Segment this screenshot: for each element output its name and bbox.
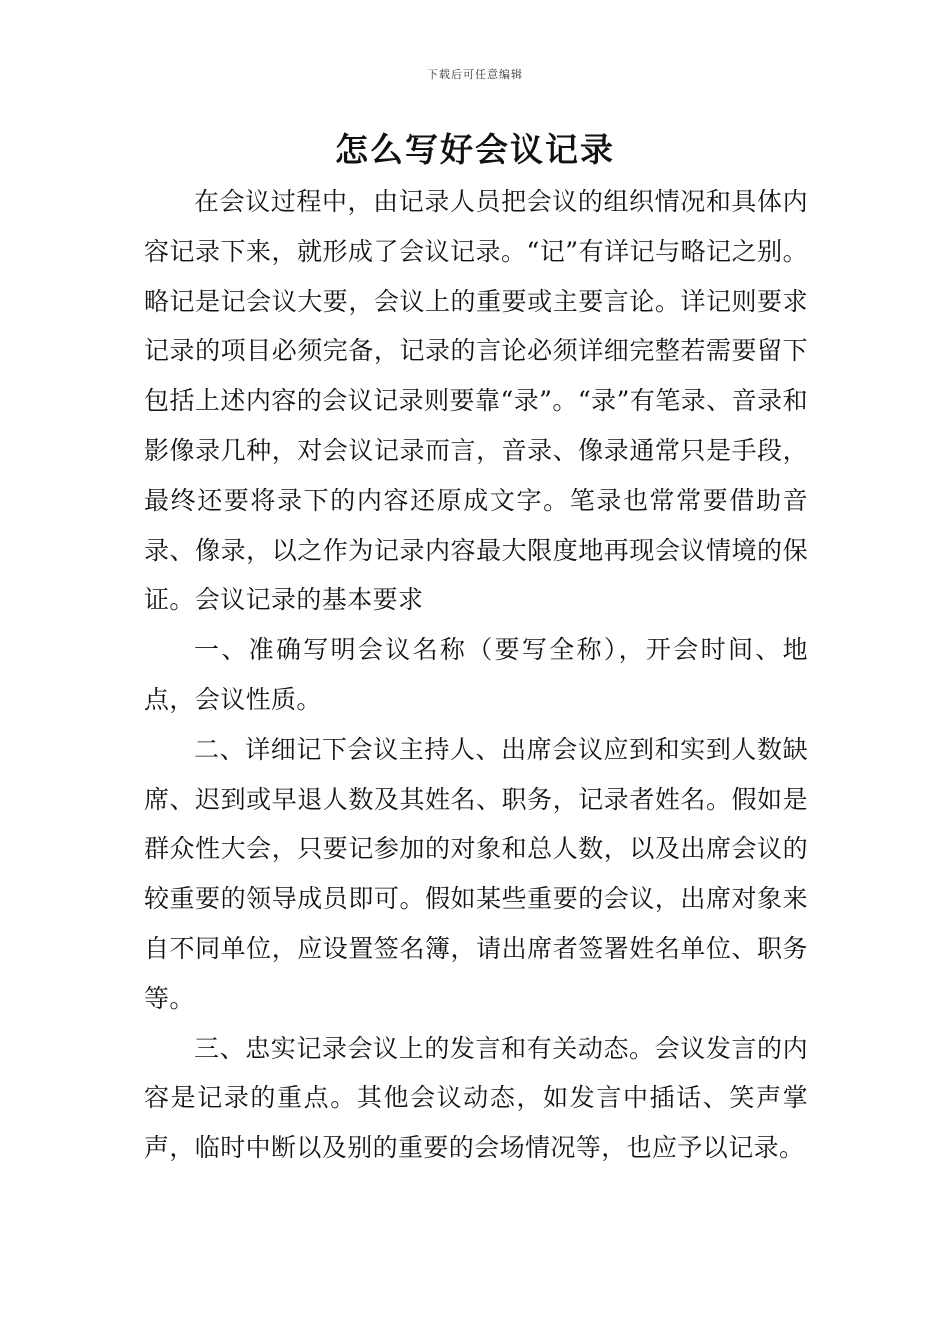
header-note: 下载后可任意编辑 bbox=[427, 68, 523, 81]
paragraph-requirement-3: 三、忠实记录会议上的发言和有关动态。会议发言的内容是记录的重点。其他会议动态，如发言中插话、笑声掌声，临时中断以及别的重要的会场情况等，也应予以记录。 bbox=[144, 1033, 808, 1163]
document-body bbox=[144, 177, 808, 1173]
document-title: 怎么写好会议记录 bbox=[335, 130, 615, 169]
paragraph-requirement-1: 一、准确写明会议名称（要写全称），开会时间、地点，会议性质。 bbox=[144, 635, 808, 714]
paragraph-requirement-2: 二、详细记下会议主持人、出席会议应到和实到人数缺席、迟到或早退人数及其姓名、职务，记录者姓名。假如是群众性大会，只要记参加的对象和总人数，以及出席会议的较重要的领导成员即可。假如某些重要的会议，出席对象来自不同单位，应设置签名簿，请出席者签署姓名单位、职务等。 bbox=[144, 734, 808, 1013]
paragraph-intro: 在会议过程中，由记录人员把会议的组织情况和具体内容记录下来，就形成了会议记录。“记”有详记与略记之别。略记是记会议大要，会议上的重要或主要言论。详记则要求记录的项目必须完备，记录的言论必须详细完整若需要留下包括上述内容的会议记录则要靠“录”。“录”有笔录、音录和影像录几种，对会议记录而言，音录、像录通常只是手段，最终还要将录下的内容还原成文字。笔录也常常要借助音录、像录，以之作为记录内容最大限度地再现会议情境的保证。会议记录的基本要求 bbox=[144, 187, 808, 615]
